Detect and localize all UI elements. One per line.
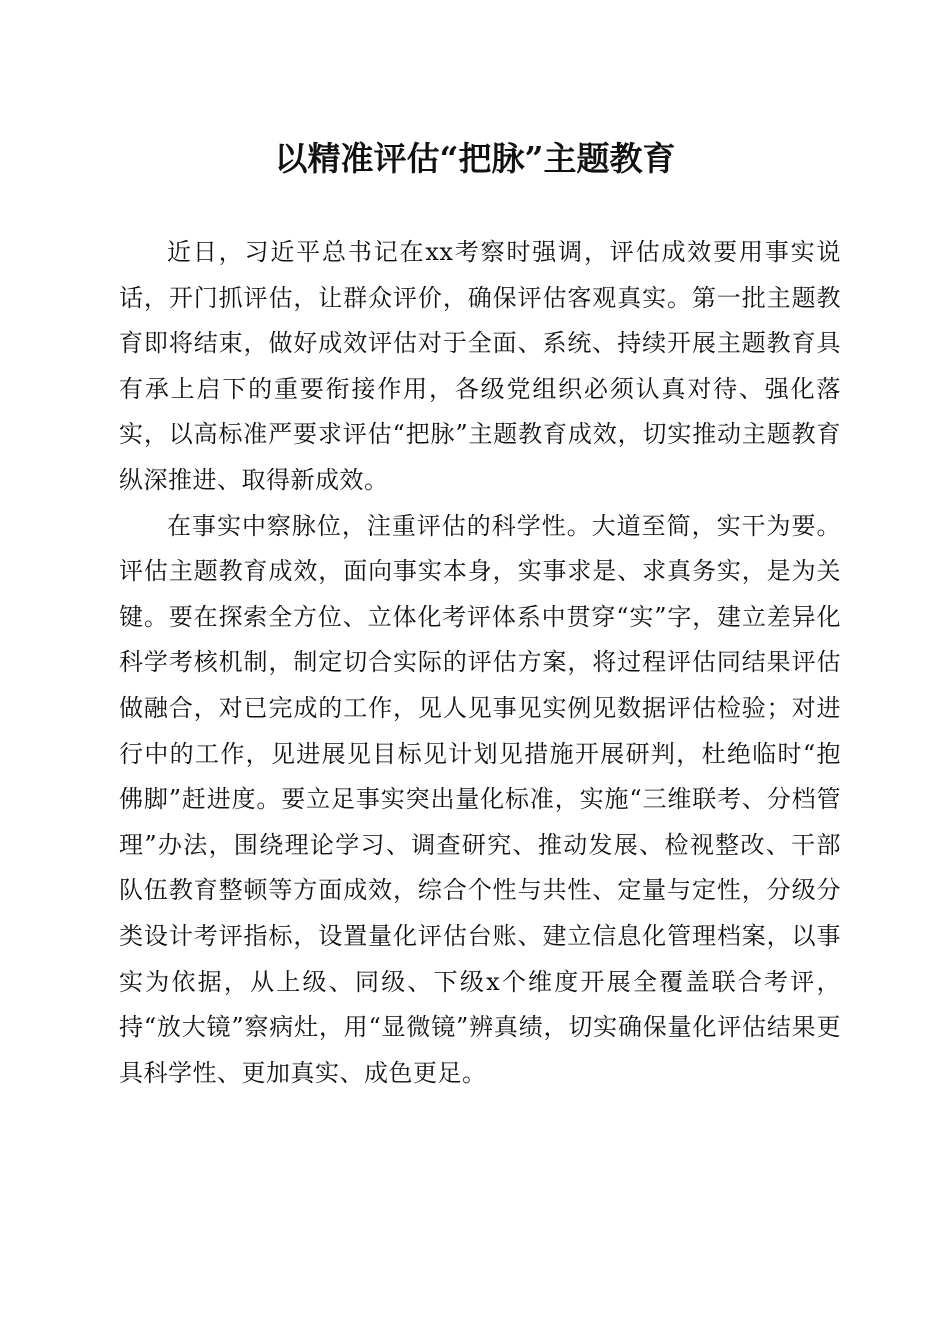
- document-body: [119, 230, 841, 1096]
- paragraph-2: 在事实中察脉位，注重评估的科学性。大道至简，实干为要。评估主题教育成效，面向事实本身，实事求是、求真务实，是为关键。要在探索全方位、立体化考评体系中贯穿“实”字，建立差异化科学考核机制，制定切合实际的评估方案，将过程评估同结果评估做融合，对已完成的工作，见人见事见实例见数据评估检验；对进行中的工作，见进展见目标见计划见措施开展研判，杜绝临时“抱佛脚”赶进度。要立足事实突出量化标准，实施“三维联考、分档管理”办法，围绕理论学习、调查研究、推动发展、检视整改、干部队伍教育整顿等方面成效，综合个性与共性、定量与定性，分级分类设计考评指标，设置量化评估台账、建立信息化管理档案，以事实为依据，从上级、同级、下级x个维度开展全覆盖联合考评，持“放大镜”察病灶，用“显微镜”辨真绩，切实确保量化评估结果更具科学性、更加真实、成色更足。: [119, 511, 841, 1087]
- paragraph-1: 近日，习近平总书记在xx考察时强调，评估成效要用事实说话，开门抓评估，让群众评价，确保评估客观真实。第一批主题教育即将结束，做好成效评估对于全面、系统、持续开展主题教育具有承上启下的重要衔接作用，各级党组织必须认真对待、强化落实，以高标准严要求评估“把脉”主题教育成效，切实推动主题教育纵深推进、取得新成效。: [119, 238, 841, 494]
- document-title: 以精准评估“把脉”主题教育: [274, 139, 676, 178]
